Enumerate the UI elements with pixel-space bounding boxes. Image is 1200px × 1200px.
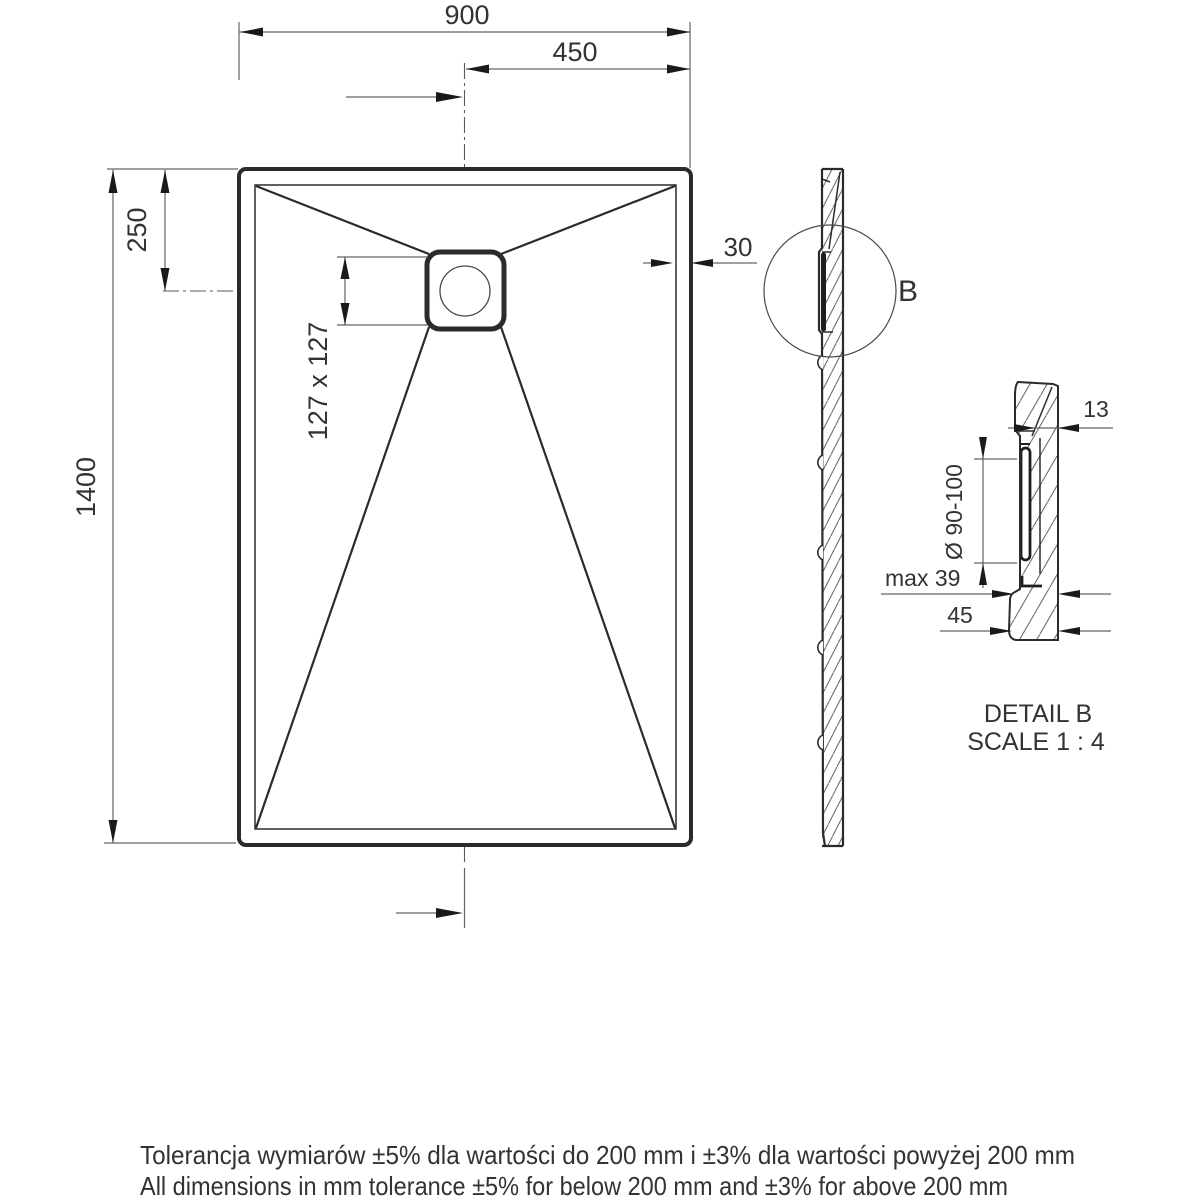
dim-max-recess-label: max 39 <box>885 565 961 591</box>
detail-marker-label: B <box>897 275 919 308</box>
detail-scale: SCALE 1 : 4 <box>967 728 1105 756</box>
centerline-pointer-top <box>346 92 463 102</box>
centerline-pointer-bottom <box>396 908 463 918</box>
detail-profile-hatching <box>1009 382 1058 640</box>
detail-title: DETAIL B <box>983 700 1093 728</box>
dim-drain-size-label: 127 x 127 <box>303 321 333 441</box>
dim-length-label: 1400 <box>71 456 101 518</box>
dim-width-label: 900 <box>444 0 490 30</box>
dim-rim-top-label: 13 <box>1083 396 1109 422</box>
top-view <box>71 0 757 928</box>
dim-rim-width-label: 30 <box>723 232 753 262</box>
tolerance-note-pl: Tolerancja wymiarów ±5% dla wartości do 200 mm i ±3% dla wartości powyżej 200 mm <box>140 1140 1075 1170</box>
dim-drain-offset-label: 250 <box>122 207 152 253</box>
dim-edge-height-label: 45 <box>947 602 973 628</box>
tolerance-note-en: All dimensions in mm tolerance ±5% for below 200 mm and ±3% for above 200 mm <box>140 1171 1008 1200</box>
drain-cover-square <box>427 252 504 329</box>
dim-half-width-450 <box>466 37 690 74</box>
dim-length-1400 <box>71 170 118 843</box>
tolerance-notes <box>140 1140 1075 1200</box>
dim-half-width-label: 450 <box>552 37 598 67</box>
dim-max-recess <box>881 565 1111 598</box>
side-view <box>764 169 918 846</box>
dim-width-900 <box>239 0 690 37</box>
dim-drain-offset-250 <box>122 170 170 291</box>
dim-drain-hole-label: Ø 90-100 <box>941 464 967 560</box>
detail-drain-plate <box>1021 448 1030 560</box>
detail-view-b <box>881 382 1113 756</box>
